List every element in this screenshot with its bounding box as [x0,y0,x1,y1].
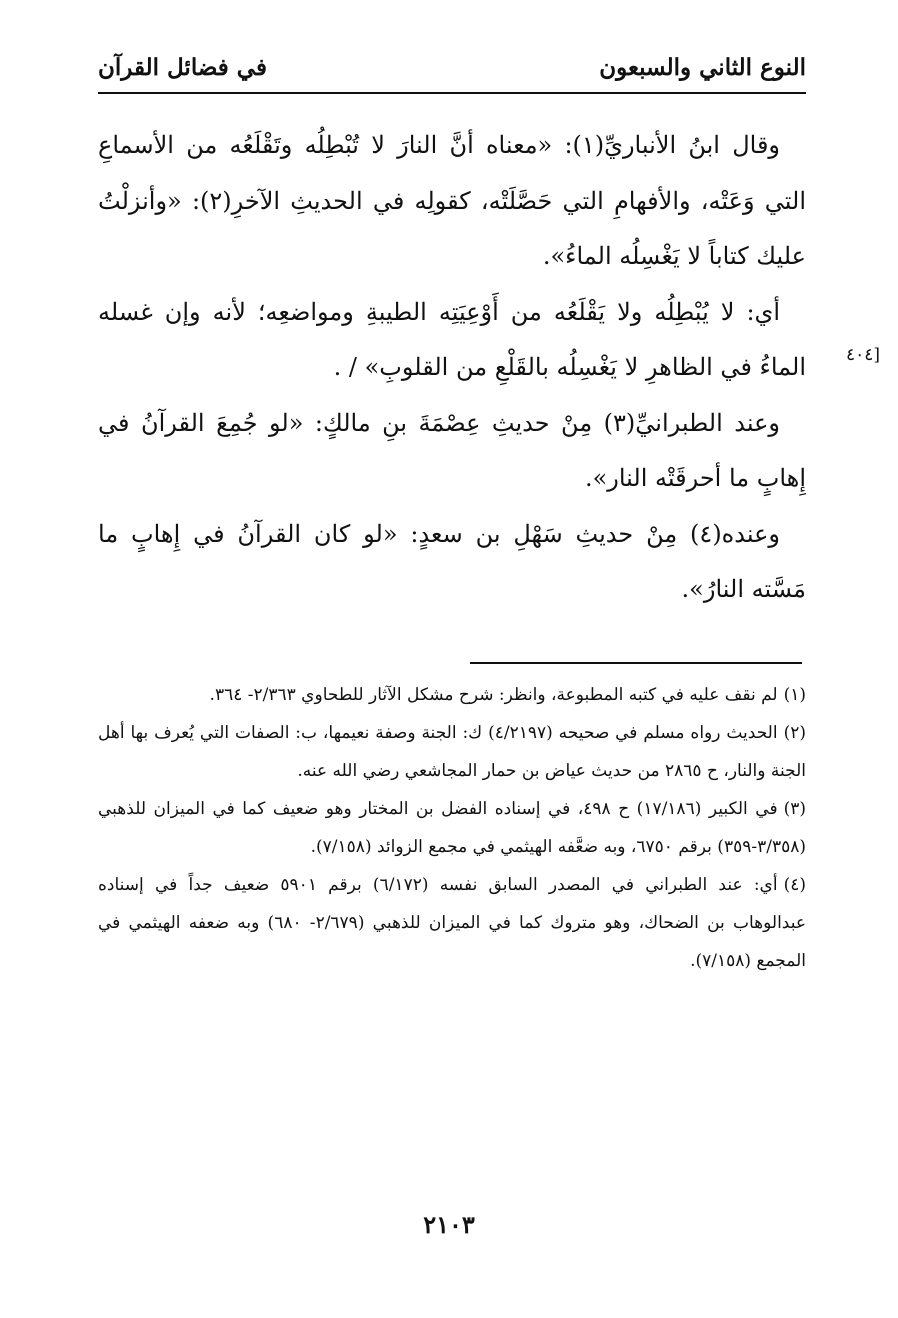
footnote-1 [98,676,806,714]
footnote-number: (٣) [783,799,806,819]
footnote-text: لم نقف عليه في كتبه المطبوعة، وانظر: شرح مشكل الآثار للطحاوي ٢/٣٦٣- ٣٦٤. [209,685,778,705]
manuscript-folio-ref: [٤٠٤ [845,345,880,365]
footnote-text: في الكبير (١٧/١٨٦) ح ٤٩٨، في إسناده الفضل بن المختار وهو ضعيف كما في الميزان للذهبي (٣/٣٥٨-٣٥٩) برقم ٦٧٥٠، وبه ضعَّفه الهيثمي في مجمع الزوائد (٧/١٥٨). [98,799,806,857]
footnote-rule [470,662,802,664]
footnote-3 [98,790,806,866]
main-text [98,118,806,618]
paragraph-1: وقال ابنُ الأنباريِّ(١): «معناه أنَّ النارَ لا تُبْطِلُه وتَقْلَعُه من الأسماعِ التي وَعَتْه، والأفهامِ التي حَصَّلَتْه، كقولِه في الحديثِ الآخرِ(٢): «وأنزلْتُ عليك كتاباً لا يَغْسِلُه الماءُ». [98,131,806,270]
footnotes [98,676,806,980]
footnote-2 [98,714,806,790]
book-title: في فضائل القرآن [98,54,267,81]
footnote-text: الحديث رواه مسلم في صحيحه (٤/٢١٩٧) ك: الجنة وصفة نعيمها، ب: الصفات التي يُعرف بها أهل الجنة والنار، ح ٢٨٦٥ من حديث عياض بن حمار المجاشعي رضي الله عنه. [98,723,806,781]
running-header [98,50,806,90]
footnote-number: (١) [783,685,806,705]
footnote-number: (٤) [783,875,806,895]
footnote-4 [98,866,806,980]
page-number: ٢١٠٣ [423,1210,475,1239]
footnote-text: أي: عند الطبراني في المصدر السابق نفسه (٦/١٧٢) برقم ٥٩٠١ ضعيف جداً في إسناده عبدالوهاب بن الضحاك، وهو متروك كما في الميزان للذهبي (٢/٦٧٩- ٦٨٠) وبه ضعفه الهيثمي في المجمع (٧/١٥٨). [98,875,807,971]
footnote-number: (٢) [783,723,807,743]
paragraph-4: وعنده(٤) مِنْ حديثِ سَهْلِ بن سعدٍ: «لو كان القرآنُ في إِهابٍ ما مَسَّته النارُ». [98,519,806,603]
header-rule [98,92,806,94]
chapter-title: النوع الثاني والسبعون [599,54,806,81]
paragraph-2: أي: لا يُبْطِلُه ولا يَقْلَعُه من أَوْعِيَتِه الطيبةِ ومواضعِه؛ لأنه وإن غسله الماءُ في الظاهرِ لا يَغْسِلُه بالقَلْعِ من القلوبِ» / . [98,297,806,381]
paragraph-3: وعند الطبرانيِّ(٣) مِنْ حديثِ عِصْمَةَ بنِ مالكٍ: «لو جُمِعَ القرآنُ في إِهابٍ ما أحرقَتْه النار». [98,408,806,492]
